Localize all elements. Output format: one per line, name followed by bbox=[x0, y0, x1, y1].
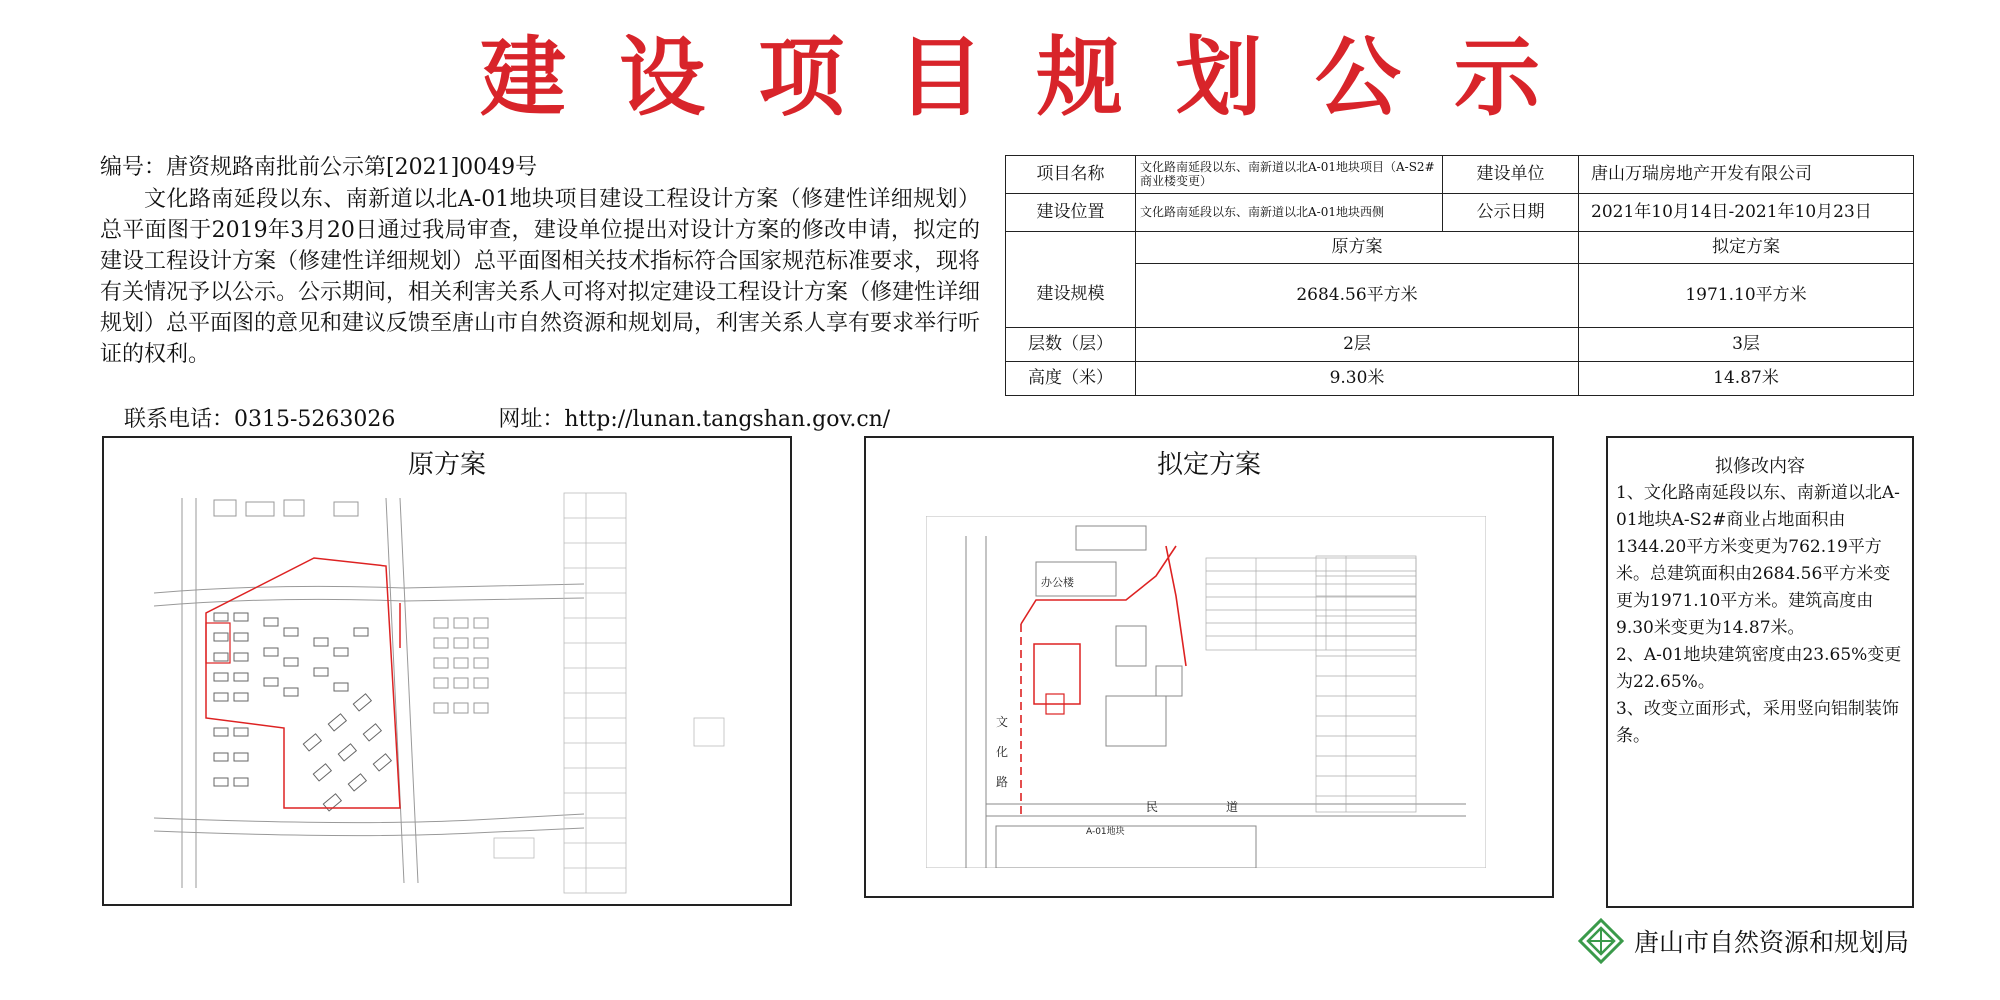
empty-cell bbox=[1006, 232, 1136, 264]
changes-title: 拟修改内容 bbox=[1715, 456, 1805, 477]
contact-website: 网址：http://lunan.tangshan.gov.cn/ bbox=[498, 407, 891, 432]
title-char: 示 bbox=[1453, 28, 1540, 128]
title-char: 设 bbox=[619, 28, 706, 128]
date-value: 2021年10月14日-2021年10月23日 bbox=[1579, 194, 1914, 232]
contact-line bbox=[124, 402, 890, 433]
proposed-site-plan-drawing bbox=[926, 516, 1486, 868]
road-label-char: 化 bbox=[996, 745, 1009, 759]
notice-body-text: 文化路南延段以东、南新道以北A-01地块项目建设工程设计方案（修建性详细规划）总平面图于2019年3月20日通过我局审查，建设单位提出对设计方案的修改申请，拟定的建设工程设计方案（修建性详细规划）总平面图相关技术指标符合国家规范标准要求，现将有关情况予以公示。公示期间，相关利害关系人可将对拟定建设工程设计方案（修建性详细规划）总平面图的意见和建议反馈至唐山市自然资源和规划局，利害关系人享有要求举行听证的权利。 bbox=[100, 187, 981, 367]
original-plan-title: 原方案 bbox=[407, 450, 486, 480]
location-value: 文化路南延段以东、南新道以北A-01地块西侧 bbox=[1136, 194, 1443, 232]
scale-proposed: 1971.10平方米 bbox=[1579, 264, 1914, 328]
title-char: 目 bbox=[897, 28, 984, 128]
date-label: 公示日期 bbox=[1443, 194, 1579, 232]
street-label-char: 民 bbox=[1146, 800, 1159, 814]
original-plan-panel bbox=[102, 436, 792, 906]
original-header: 原方案 bbox=[1136, 232, 1579, 264]
plot-label: A-01地块 bbox=[1086, 827, 1125, 837]
road-label-char: 文 bbox=[996, 715, 1009, 729]
title-char: 项 bbox=[758, 28, 845, 128]
title-char: 建 bbox=[480, 28, 566, 128]
height-label: 高度（米） bbox=[1006, 362, 1136, 396]
location-label: 建设位置 bbox=[1006, 194, 1136, 232]
notice-title bbox=[480, 28, 1540, 128]
height-proposed: 14.87米 bbox=[1579, 362, 1914, 396]
original-site-plan-drawing bbox=[154, 488, 744, 898]
builder-label: 建设单位 bbox=[1443, 156, 1579, 194]
project-name-label: 项目名称 bbox=[1006, 156, 1136, 194]
builder-value: 唐山万瑞房地产开发有限公司 bbox=[1579, 156, 1914, 194]
proposed-site-plan bbox=[926, 516, 1486, 868]
project-name-value: 文化路南延段以东、南新道以北A-01地块项目（A-S2#商业楼变更） bbox=[1136, 156, 1443, 194]
road-label-char: 路 bbox=[996, 775, 1009, 789]
change-item: 1、文化路南延段以东、南新道以北A-01地块A-S2#商业占地面积由1344.20平方米变更为762.19平方米。总建筑面积由2684.56平方米变更为1971.10平方米。建筑高度由9.30米变更为14.87米。 bbox=[1616, 483, 1900, 638]
proposed-header: 拟定方案 bbox=[1579, 232, 1914, 264]
floors-label: 层数（层） bbox=[1006, 328, 1136, 362]
project-info-table bbox=[1005, 155, 1914, 396]
title-char: 规 bbox=[1036, 28, 1123, 128]
original-site-plan bbox=[154, 488, 744, 898]
change-item: 2、A-01地块建筑密度由23.65%变更为22.65%。 bbox=[1616, 645, 1902, 692]
scale-label: 建设规模 bbox=[1006, 264, 1136, 328]
street-label-char: 道 bbox=[1226, 800, 1239, 814]
changes-list bbox=[1616, 480, 1904, 750]
office-building-label: 办公楼 bbox=[1041, 576, 1074, 589]
title-char: 公 bbox=[1314, 28, 1401, 128]
document-number: 编号：唐资规路南批前公示第[2021]0049号 bbox=[100, 155, 538, 180]
changes-panel bbox=[1606, 436, 1914, 908]
title-char: 划 bbox=[1175, 28, 1262, 128]
floors-original: 2层 bbox=[1136, 328, 1579, 362]
contact-phone: 联系电话：0315-5263026 bbox=[124, 407, 396, 432]
floors-proposed: 3层 bbox=[1579, 328, 1914, 362]
agency-logo-icon bbox=[1578, 918, 1624, 964]
proposed-plan-title: 拟定方案 bbox=[1156, 450, 1261, 480]
agency-footer bbox=[1578, 918, 1909, 964]
scale-original: 2684.56平方米 bbox=[1136, 264, 1579, 328]
height-original: 9.30米 bbox=[1136, 362, 1579, 396]
agency-name: 唐山市自然资源和规划局 bbox=[1634, 928, 1910, 957]
proposed-plan-panel bbox=[864, 436, 1554, 898]
change-item: 3、改变立面形式，采用竖向铝制装饰条。 bbox=[1616, 699, 1899, 746]
